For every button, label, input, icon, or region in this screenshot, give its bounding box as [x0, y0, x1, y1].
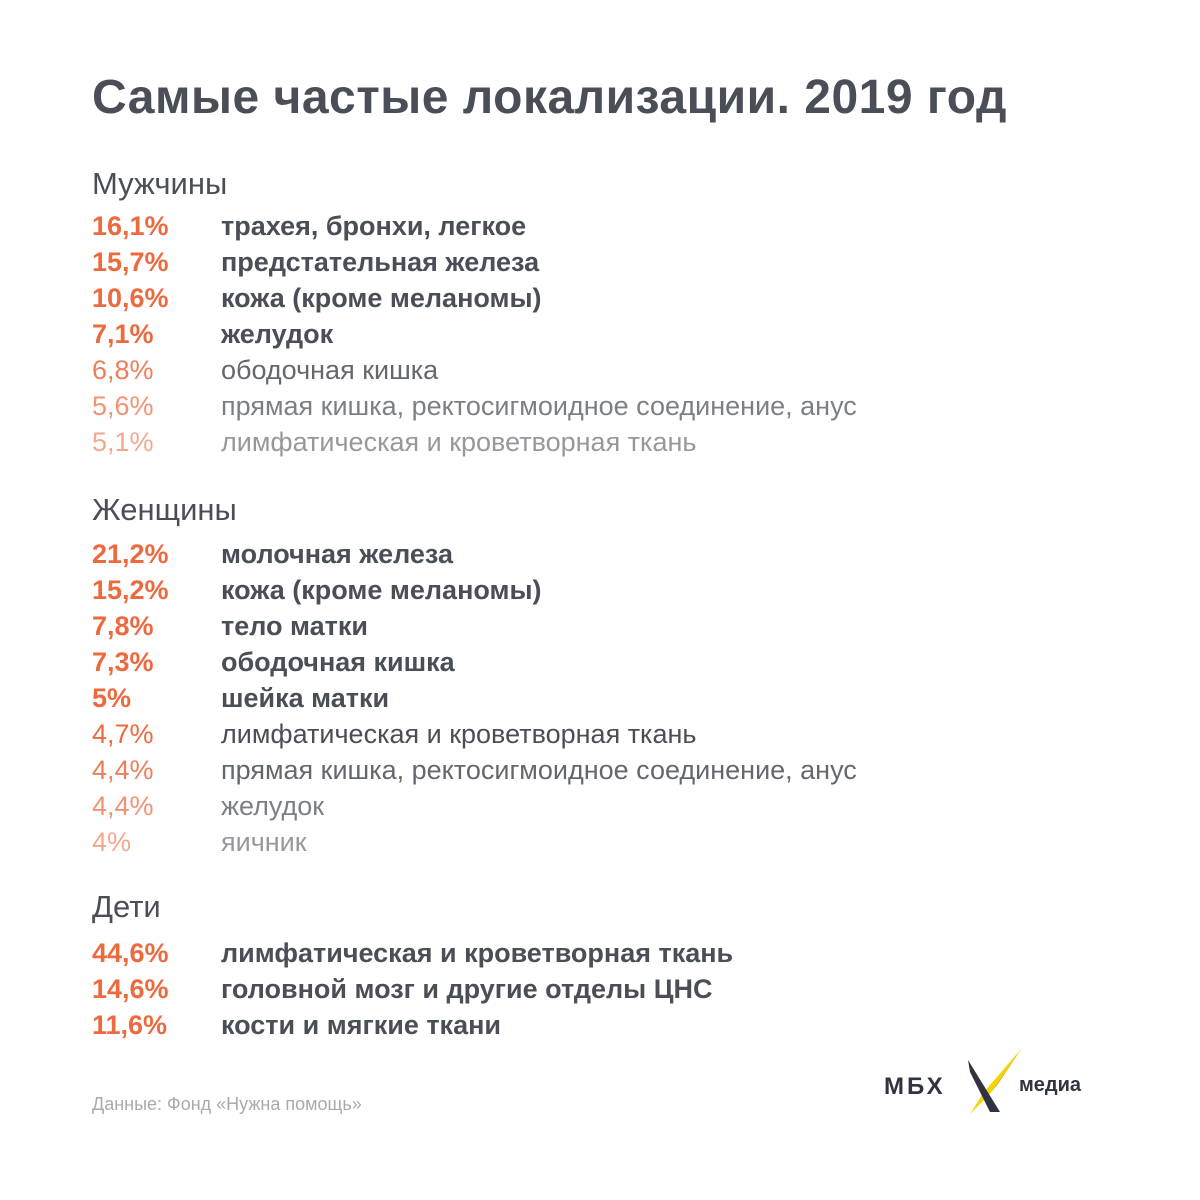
percentage: 10,6% [92, 282, 169, 313]
list-item [92, 280, 1132, 316]
men-list [92, 208, 1132, 460]
localization-label: тело матки [221, 610, 368, 641]
logo-wordmark: МБХ [884, 1073, 946, 1100]
percentage: 44,6% [92, 937, 169, 968]
percentage: 5,1% [92, 426, 154, 457]
list-item [92, 572, 1132, 608]
percentage: 7,3% [92, 646, 154, 677]
list-item [92, 208, 1132, 244]
list-item [92, 824, 1132, 860]
data-source-note: Данные: Фонд «Нужна помощь» [92, 1094, 362, 1114]
page-title: Самые частые локализации. 2019 год [92, 71, 1007, 124]
list-item [92, 1007, 1132, 1043]
section-heading-men: Мужчины [92, 166, 228, 201]
brand-logo [884, 1046, 1104, 1122]
localization-label: прямая кишка, ректосигмоидное соединение, анус [221, 754, 857, 785]
children-list [92, 935, 1132, 1043]
percentage: 7,8% [92, 610, 154, 641]
localization-label: прямая кишка, ректосигмоидное соединение, анус [221, 390, 857, 421]
localization-label: лимфатическая и кроветворная ткань [221, 718, 697, 749]
list-item [92, 752, 1132, 788]
list-item [92, 316, 1132, 352]
percentage: 6,8% [92, 354, 154, 385]
localization-label: кожа (кроме меланомы) [221, 282, 542, 313]
percentage: 14,6% [92, 973, 169, 1004]
localization-label: кости и мягкие ткани [221, 1009, 501, 1040]
localization-label: шейка матки [221, 682, 390, 713]
localization-label: ободочная кишка [221, 646, 455, 677]
list-item [92, 680, 1132, 716]
list-item [92, 644, 1132, 680]
list-item [92, 244, 1132, 280]
logo-x-mark-icon [964, 1046, 1024, 1118]
list-item [92, 608, 1132, 644]
logo-suffix: медиа [1019, 1074, 1082, 1096]
percentage: 4,4% [92, 754, 154, 785]
percentage: 5% [92, 682, 132, 713]
list-item [92, 352, 1132, 388]
localization-label: головной мозг и другие отделы ЦНС [221, 973, 713, 1004]
localization-label: кожа (кроме меланомы) [221, 574, 542, 605]
percentage: 16,1% [92, 210, 169, 241]
list-item [92, 971, 1132, 1007]
percentage: 7,1% [92, 318, 154, 349]
localization-label: желудок [221, 790, 325, 821]
list-item [92, 788, 1132, 824]
section-heading-women: Женщины [92, 492, 237, 527]
localization-label: ободочная кишка [221, 354, 439, 385]
localization-label: желудок [221, 318, 334, 349]
localization-label: предстательная железа [221, 246, 540, 277]
localization-label: трахея, бронхи, легкое [221, 210, 527, 241]
percentage: 15,7% [92, 246, 169, 277]
percentage: 15,2% [92, 574, 169, 605]
list-item [92, 424, 1132, 460]
percentage: 4,4% [92, 790, 154, 821]
percentage: 5,6% [92, 390, 154, 421]
list-item [92, 716, 1132, 752]
list-item [92, 536, 1132, 572]
women-list [92, 536, 1132, 860]
localization-label: молочная железа [221, 538, 454, 569]
percentage: 21,2% [92, 538, 169, 569]
localization-label: яичник [221, 826, 307, 857]
section-heading-children: Дети [92, 889, 161, 924]
localization-label: лимфатическая и кроветворная ткань [221, 937, 734, 968]
list-item [92, 388, 1132, 424]
localization-label: лимфатическая и кроветворная ткань [221, 426, 697, 457]
list-item [92, 935, 1132, 971]
percentage: 4% [92, 826, 132, 857]
percentage: 4,7% [92, 718, 154, 749]
percentage: 11,6% [92, 1009, 168, 1040]
